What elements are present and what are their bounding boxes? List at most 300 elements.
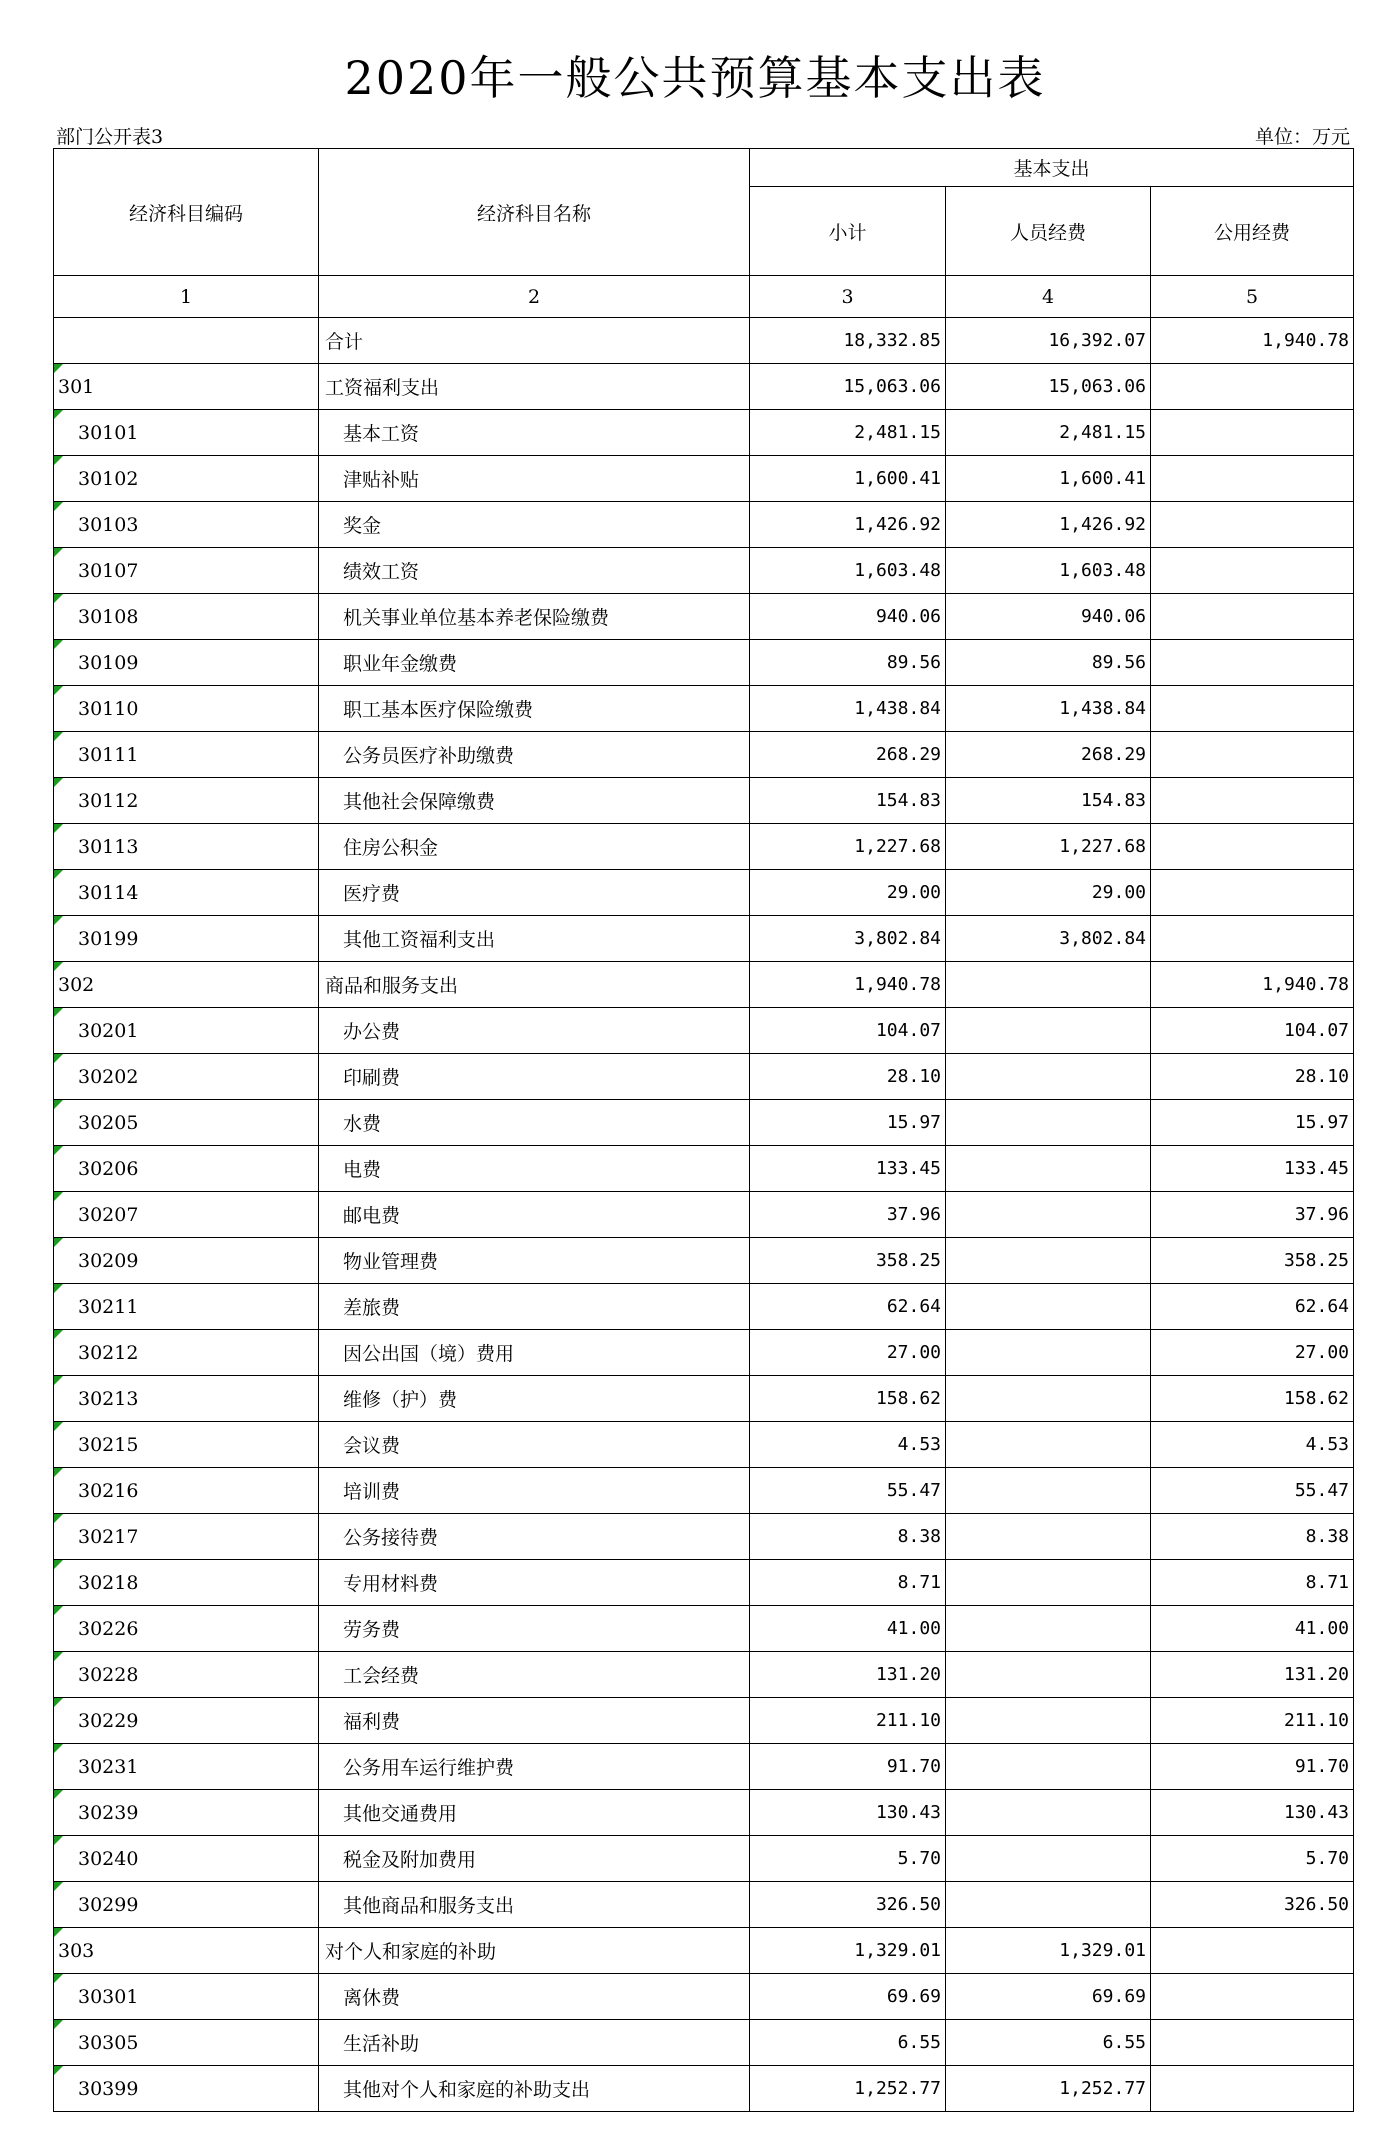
row-public <box>1151 548 1354 594</box>
form-label: 部门公开表3 <box>56 126 164 148</box>
row-subtotal-text: 29.00 <box>886 882 941 903</box>
table-row <box>54 1330 1354 1376</box>
row-name-text: 公务用车运行维护费 <box>343 1757 515 1779</box>
row-code <box>54 1100 319 1146</box>
row-name <box>319 1146 750 1192</box>
row-public-text: 326.50 <box>1283 1894 1349 1915</box>
row-name-text: 会议费 <box>343 1435 401 1457</box>
row-code <box>54 870 319 916</box>
table-row <box>54 778 1354 824</box>
row-subtotal <box>750 2020 946 2066</box>
row-code <box>54 2066 319 2112</box>
row-code <box>54 640 319 686</box>
row-public <box>1151 1928 1354 1974</box>
row-personnel-text: 1,329.01 <box>1059 1940 1146 1961</box>
total-label: 合计 <box>319 318 750 364</box>
cell-flag-icon <box>54 824 63 833</box>
row-name <box>319 1422 750 1468</box>
row-name-text: 其他商品和服务支出 <box>343 1895 515 1917</box>
row-subtotal <box>750 1606 946 1652</box>
row-public-text: 358.25 <box>1283 1250 1349 1271</box>
row-personnel-text: 268.29 <box>1080 744 1146 765</box>
row-subtotal-text: 62.64 <box>886 1296 941 1317</box>
row-public-text: 211.10 <box>1283 1710 1349 1731</box>
row-public <box>1151 1606 1354 1652</box>
row-name <box>319 1698 750 1744</box>
table-row <box>54 1238 1354 1284</box>
row-public <box>1151 686 1354 732</box>
row-name <box>319 2020 750 2066</box>
row-code <box>54 916 319 962</box>
row-code <box>54 1790 319 1836</box>
row-name-text: 奖金 <box>343 515 382 537</box>
row-code <box>54 1836 319 1882</box>
row-personnel <box>946 1238 1151 1284</box>
row-name <box>319 1330 750 1376</box>
cell-flag-icon <box>54 456 63 465</box>
row-subtotal-text: 1,426.92 <box>854 514 941 535</box>
table-row <box>54 916 1354 962</box>
row-public <box>1151 1652 1354 1698</box>
row-subtotal <box>750 1330 946 1376</box>
row-name-text: 商品和服务支出 <box>325 975 459 997</box>
cell-flag-icon <box>54 1928 63 1937</box>
table-row <box>54 640 1354 686</box>
row-code-text: 30113 <box>78 835 139 858</box>
row-code <box>54 1008 319 1054</box>
row-personnel-text: 1,600.41 <box>1059 468 1146 489</box>
table-row <box>54 1422 1354 1468</box>
row-subtotal-text: 1,438.84 <box>854 698 941 719</box>
row-code-text: 30107 <box>78 559 139 582</box>
row-personnel <box>946 1376 1151 1422</box>
row-name <box>319 870 750 916</box>
row-subtotal <box>750 1882 946 1928</box>
row-name-text: 税金及附加费用 <box>343 1849 477 1871</box>
row-public <box>1151 1514 1354 1560</box>
row-public <box>1151 1330 1354 1376</box>
row-subtotal <box>750 1422 946 1468</box>
cell-flag-icon <box>54 640 63 649</box>
row-personnel-text: 940.06 <box>1080 606 1146 627</box>
row-code-text: 30213 <box>78 1387 139 1410</box>
table-row <box>54 1560 1354 1606</box>
row-personnel <box>946 456 1151 502</box>
row-subtotal <box>750 548 946 594</box>
row-personnel-text: 1,426.92 <box>1059 514 1146 535</box>
row-subtotal-text: 8.38 <box>897 1526 941 1547</box>
row-subtotal <box>750 2066 946 2112</box>
row-name <box>319 962 750 1008</box>
row-personnel <box>946 962 1151 1008</box>
table-row <box>54 1790 1354 1836</box>
row-personnel-text: 89.56 <box>1091 652 1146 673</box>
row-code <box>54 2020 319 2066</box>
row-name <box>319 640 750 686</box>
cell-flag-icon <box>54 1606 63 1615</box>
row-personnel <box>946 1100 1151 1146</box>
row-code <box>54 1422 319 1468</box>
table-row <box>54 502 1354 548</box>
row-name-text: 基本工资 <box>343 423 420 445</box>
row-subtotal <box>750 594 946 640</box>
row-public <box>1151 1468 1354 1514</box>
table-row <box>54 732 1354 778</box>
row-subtotal <box>750 1008 946 1054</box>
row-personnel <box>946 1928 1151 1974</box>
table-row <box>54 456 1354 502</box>
row-code <box>54 1284 319 1330</box>
row-name <box>319 1882 750 1928</box>
table-row <box>54 1514 1354 1560</box>
row-subtotal-text: 28.10 <box>886 1066 941 1087</box>
cell-flag-icon <box>54 2020 63 2029</box>
row-code <box>54 456 319 502</box>
row-name-text: 电费 <box>343 1159 382 1181</box>
row-code-text: 30240 <box>78 1847 139 1870</box>
table-row <box>54 548 1354 594</box>
row-public <box>1151 1744 1354 1790</box>
row-public <box>1151 1284 1354 1330</box>
table-row <box>54 870 1354 916</box>
row-public <box>1151 1192 1354 1238</box>
row-code <box>54 1974 319 2020</box>
row-code-text: 303 <box>58 1939 95 1962</box>
cell-flag-icon <box>54 778 63 787</box>
row-name-text: 劳务费 <box>343 1619 401 1641</box>
row-subtotal <box>750 1100 946 1146</box>
row-code-text: 30101 <box>78 421 139 444</box>
cell-flag-icon <box>54 548 63 557</box>
cell-flag-icon <box>54 1836 63 1845</box>
row-subtotal-text: 91.70 <box>886 1756 941 1777</box>
row-public <box>1151 1376 1354 1422</box>
row-public <box>1151 364 1354 410</box>
row-public <box>1151 824 1354 870</box>
total-personnel: 16,392.07 <box>946 318 1151 364</box>
cell-flag-icon <box>54 1100 63 1109</box>
row-personnel <box>946 1514 1151 1560</box>
row-subtotal <box>750 1376 946 1422</box>
row-subtotal <box>750 686 946 732</box>
row-subtotal-text: 1,603.48 <box>854 560 941 581</box>
table-row <box>54 594 1354 640</box>
row-subtotal-text: 268.29 <box>875 744 941 765</box>
row-code-text: 30206 <box>78 1157 139 1180</box>
table-row <box>54 1008 1354 1054</box>
row-subtotal <box>750 1928 946 1974</box>
row-code <box>54 1238 319 1284</box>
row-name-text: 生活补助 <box>343 2033 420 2055</box>
row-personnel <box>946 1652 1151 1698</box>
row-code <box>54 594 319 640</box>
row-code-text: 30212 <box>78 1341 139 1364</box>
row-personnel-text: 1,227.68 <box>1059 836 1146 857</box>
row-public <box>1151 1882 1354 1928</box>
cell-flag-icon <box>54 410 63 419</box>
row-code <box>54 1514 319 1560</box>
column-number: 1 <box>54 276 319 318</box>
cell-flag-icon <box>54 1284 63 1293</box>
table-row <box>54 364 1354 410</box>
row-name <box>319 1744 750 1790</box>
row-public <box>1151 456 1354 502</box>
row-public-text: 91.70 <box>1294 1756 1349 1777</box>
row-subtotal-text: 4.53 <box>897 1434 941 1455</box>
row-subtotal-text: 27.00 <box>886 1342 941 1363</box>
row-name-text: 差旅费 <box>343 1297 401 1319</box>
row-subtotal-text: 130.43 <box>875 1802 941 1823</box>
total-row <box>54 318 1354 364</box>
row-subtotal-text: 89.56 <box>886 652 941 673</box>
table-row <box>54 1928 1354 1974</box>
row-code <box>54 1376 319 1422</box>
row-name-text: 其他社会保障缴费 <box>343 791 496 813</box>
row-code <box>54 410 319 456</box>
row-name <box>319 1514 750 1560</box>
row-personnel <box>946 1054 1151 1100</box>
table-row <box>54 1376 1354 1422</box>
row-subtotal <box>750 1514 946 1560</box>
column-number: 3 <box>750 276 946 318</box>
row-code-text: 30102 <box>78 467 139 490</box>
row-code <box>54 1468 319 1514</box>
row-personnel <box>946 640 1151 686</box>
row-name-text: 其他工资福利支出 <box>343 929 496 951</box>
table-header <box>54 149 1354 318</box>
row-code-text: 30202 <box>78 1065 139 1088</box>
page-title: 2020年一般公共预算基本支出表 <box>344 51 1046 105</box>
cell-flag-icon <box>54 1652 63 1661</box>
row-public-text: 55.47 <box>1294 1480 1349 1501</box>
row-public <box>1151 2066 1354 2112</box>
row-subtotal <box>750 502 946 548</box>
row-personnel <box>946 1468 1151 1514</box>
row-code-text: 30112 <box>78 789 139 812</box>
row-name <box>319 1192 750 1238</box>
row-name <box>319 1560 750 1606</box>
table-row <box>54 686 1354 732</box>
row-personnel <box>946 1882 1151 1928</box>
row-name-text: 职业年金缴费 <box>343 653 458 675</box>
row-name <box>319 732 750 778</box>
row-personnel-text: 29.00 <box>1091 882 1146 903</box>
row-public-text: 37.96 <box>1294 1204 1349 1225</box>
row-code <box>54 1330 319 1376</box>
header-name: 经济科目名称 <box>319 149 750 276</box>
column-number: 4 <box>946 276 1151 318</box>
table-body <box>54 318 1354 2112</box>
expenditure-table <box>53 148 1354 2112</box>
row-public <box>1151 1054 1354 1100</box>
cell-flag-icon <box>54 916 63 925</box>
row-personnel-text: 6.55 <box>1102 2032 1146 2053</box>
cell-flag-icon <box>54 594 63 603</box>
table-row <box>54 1698 1354 1744</box>
row-name-text: 水费 <box>343 1113 382 1135</box>
cell-flag-icon <box>54 1790 63 1799</box>
row-name <box>319 548 750 594</box>
row-public-text: 62.64 <box>1294 1296 1349 1317</box>
row-code-text: 30103 <box>78 513 139 536</box>
table-caption-line <box>56 122 1350 149</box>
cell-flag-icon <box>54 1054 63 1063</box>
row-subtotal-text: 1,940.78 <box>854 974 941 995</box>
row-public <box>1151 778 1354 824</box>
table-row <box>54 1146 1354 1192</box>
row-code <box>54 732 319 778</box>
row-subtotal <box>750 1790 946 1836</box>
row-code-text: 30201 <box>78 1019 139 1042</box>
row-name-text: 津贴补贴 <box>343 469 420 491</box>
row-personnel <box>946 916 1151 962</box>
row-subtotal <box>750 916 946 962</box>
row-public-text: 158.62 <box>1283 1388 1349 1409</box>
row-public-text: 130.43 <box>1283 1802 1349 1823</box>
row-name-text: 住房公积金 <box>343 837 439 859</box>
row-name <box>319 2066 750 2112</box>
row-subtotal-text: 326.50 <box>875 1894 941 1915</box>
row-code-text: 30207 <box>78 1203 139 1226</box>
header-public: 公用经费 <box>1151 187 1354 276</box>
row-subtotal-text: 1,252.77 <box>854 2078 941 2099</box>
table-row <box>54 1652 1354 1698</box>
column-number: 2 <box>319 276 750 318</box>
row-code <box>54 824 319 870</box>
row-code-text: 30218 <box>78 1571 139 1594</box>
cell-flag-icon <box>54 962 63 971</box>
row-subtotal <box>750 410 946 456</box>
row-public <box>1151 1698 1354 1744</box>
row-name <box>319 1238 750 1284</box>
row-subtotal <box>750 456 946 502</box>
row-subtotal-text: 37.96 <box>886 1204 941 1225</box>
row-subtotal-text: 158.62 <box>875 1388 941 1409</box>
row-subtotal <box>750 778 946 824</box>
row-code <box>54 1744 319 1790</box>
table-row <box>54 1606 1354 1652</box>
row-code <box>54 686 319 732</box>
cell-flag-icon <box>54 1744 63 1753</box>
header-subtotal: 小计 <box>750 187 946 276</box>
table-row <box>54 1100 1354 1146</box>
row-code-text: 30301 <box>78 1985 139 2008</box>
row-subtotal-text: 358.25 <box>875 1250 941 1271</box>
row-public <box>1151 640 1354 686</box>
cell-flag-icon <box>54 502 63 511</box>
header-personnel: 人员经费 <box>946 187 1151 276</box>
row-personnel <box>946 778 1151 824</box>
row-name-text: 工会经费 <box>343 1665 420 1687</box>
row-name-text: 福利费 <box>343 1711 401 1733</box>
row-subtotal <box>750 640 946 686</box>
table-row <box>54 410 1354 456</box>
cell-flag-icon <box>54 1146 63 1155</box>
row-name <box>319 1054 750 1100</box>
row-subtotal-text: 940.06 <box>875 606 941 627</box>
row-subtotal <box>750 1146 946 1192</box>
row-subtotal <box>750 1652 946 1698</box>
row-personnel <box>946 1330 1151 1376</box>
row-subtotal-text: 5.70 <box>897 1848 941 1869</box>
row-subtotal-text: 15,063.06 <box>843 376 941 397</box>
row-subtotal <box>750 870 946 916</box>
row-code-text: 30108 <box>78 605 139 628</box>
row-personnel <box>946 1744 1151 1790</box>
column-number: 5 <box>1151 276 1354 318</box>
table-row <box>54 962 1354 1008</box>
row-name <box>319 778 750 824</box>
row-name <box>319 916 750 962</box>
row-name-text: 职工基本医疗保险缴费 <box>343 699 534 721</box>
row-personnel-text: 154.83 <box>1080 790 1146 811</box>
row-name <box>319 1606 750 1652</box>
row-code <box>54 1652 319 1698</box>
row-code <box>54 1146 319 1192</box>
row-name-text: 其他交通费用 <box>343 1803 458 1825</box>
row-name <box>319 364 750 410</box>
row-code-text: 30231 <box>78 1755 139 1778</box>
row-subtotal-text: 15.97 <box>886 1112 941 1133</box>
table-row <box>54 1054 1354 1100</box>
cell-flag-icon <box>54 732 63 741</box>
row-code-text: 30216 <box>78 1479 139 1502</box>
header-code: 经济科目编码 <box>54 149 319 276</box>
row-public <box>1151 962 1354 1008</box>
row-personnel-text: 69.69 <box>1091 1986 1146 2007</box>
row-personnel <box>946 1560 1151 1606</box>
row-public <box>1151 594 1354 640</box>
row-subtotal <box>750 824 946 870</box>
row-subtotal-text: 69.69 <box>886 1986 941 2007</box>
row-public-text: 131.20 <box>1283 1664 1349 1685</box>
row-public <box>1151 2020 1354 2066</box>
row-subtotal-text: 154.83 <box>875 790 941 811</box>
row-personnel <box>946 2066 1151 2112</box>
row-personnel <box>946 1008 1151 1054</box>
row-subtotal <box>750 1238 946 1284</box>
row-code-text: 301 <box>58 375 95 398</box>
row-public <box>1151 1008 1354 1054</box>
row-public <box>1151 1238 1354 1284</box>
row-name <box>319 410 750 456</box>
row-code-text: 30209 <box>78 1249 139 1272</box>
row-code-text: 30109 <box>78 651 139 674</box>
row-personnel <box>946 1192 1151 1238</box>
row-name-text: 机关事业单位基本养老保险缴费 <box>343 607 610 629</box>
row-name <box>319 456 750 502</box>
total-public: 1,940.78 <box>1151 318 1354 364</box>
row-code <box>54 364 319 410</box>
cell-flag-icon <box>54 1882 63 1891</box>
cell-flag-icon <box>54 2066 63 2075</box>
row-personnel <box>946 594 1151 640</box>
row-subtotal-text: 6.55 <box>897 2032 941 2053</box>
row-code-text: 30110 <box>78 697 139 720</box>
row-subtotal <box>750 1468 946 1514</box>
row-personnel <box>946 1974 1151 2020</box>
row-public <box>1151 870 1354 916</box>
row-personnel-text: 15,063.06 <box>1048 376 1146 397</box>
row-subtotal-text: 1,227.68 <box>854 836 941 857</box>
row-personnel <box>946 824 1151 870</box>
row-subtotal-text: 2,481.15 <box>854 422 941 443</box>
row-code-text: 30226 <box>78 1617 139 1640</box>
header-basic-expenditure: 基本支出 <box>750 149 1354 187</box>
row-code-text: 30229 <box>78 1709 139 1732</box>
row-subtotal-text: 131.20 <box>875 1664 941 1685</box>
row-subtotal-text: 133.45 <box>875 1158 941 1179</box>
